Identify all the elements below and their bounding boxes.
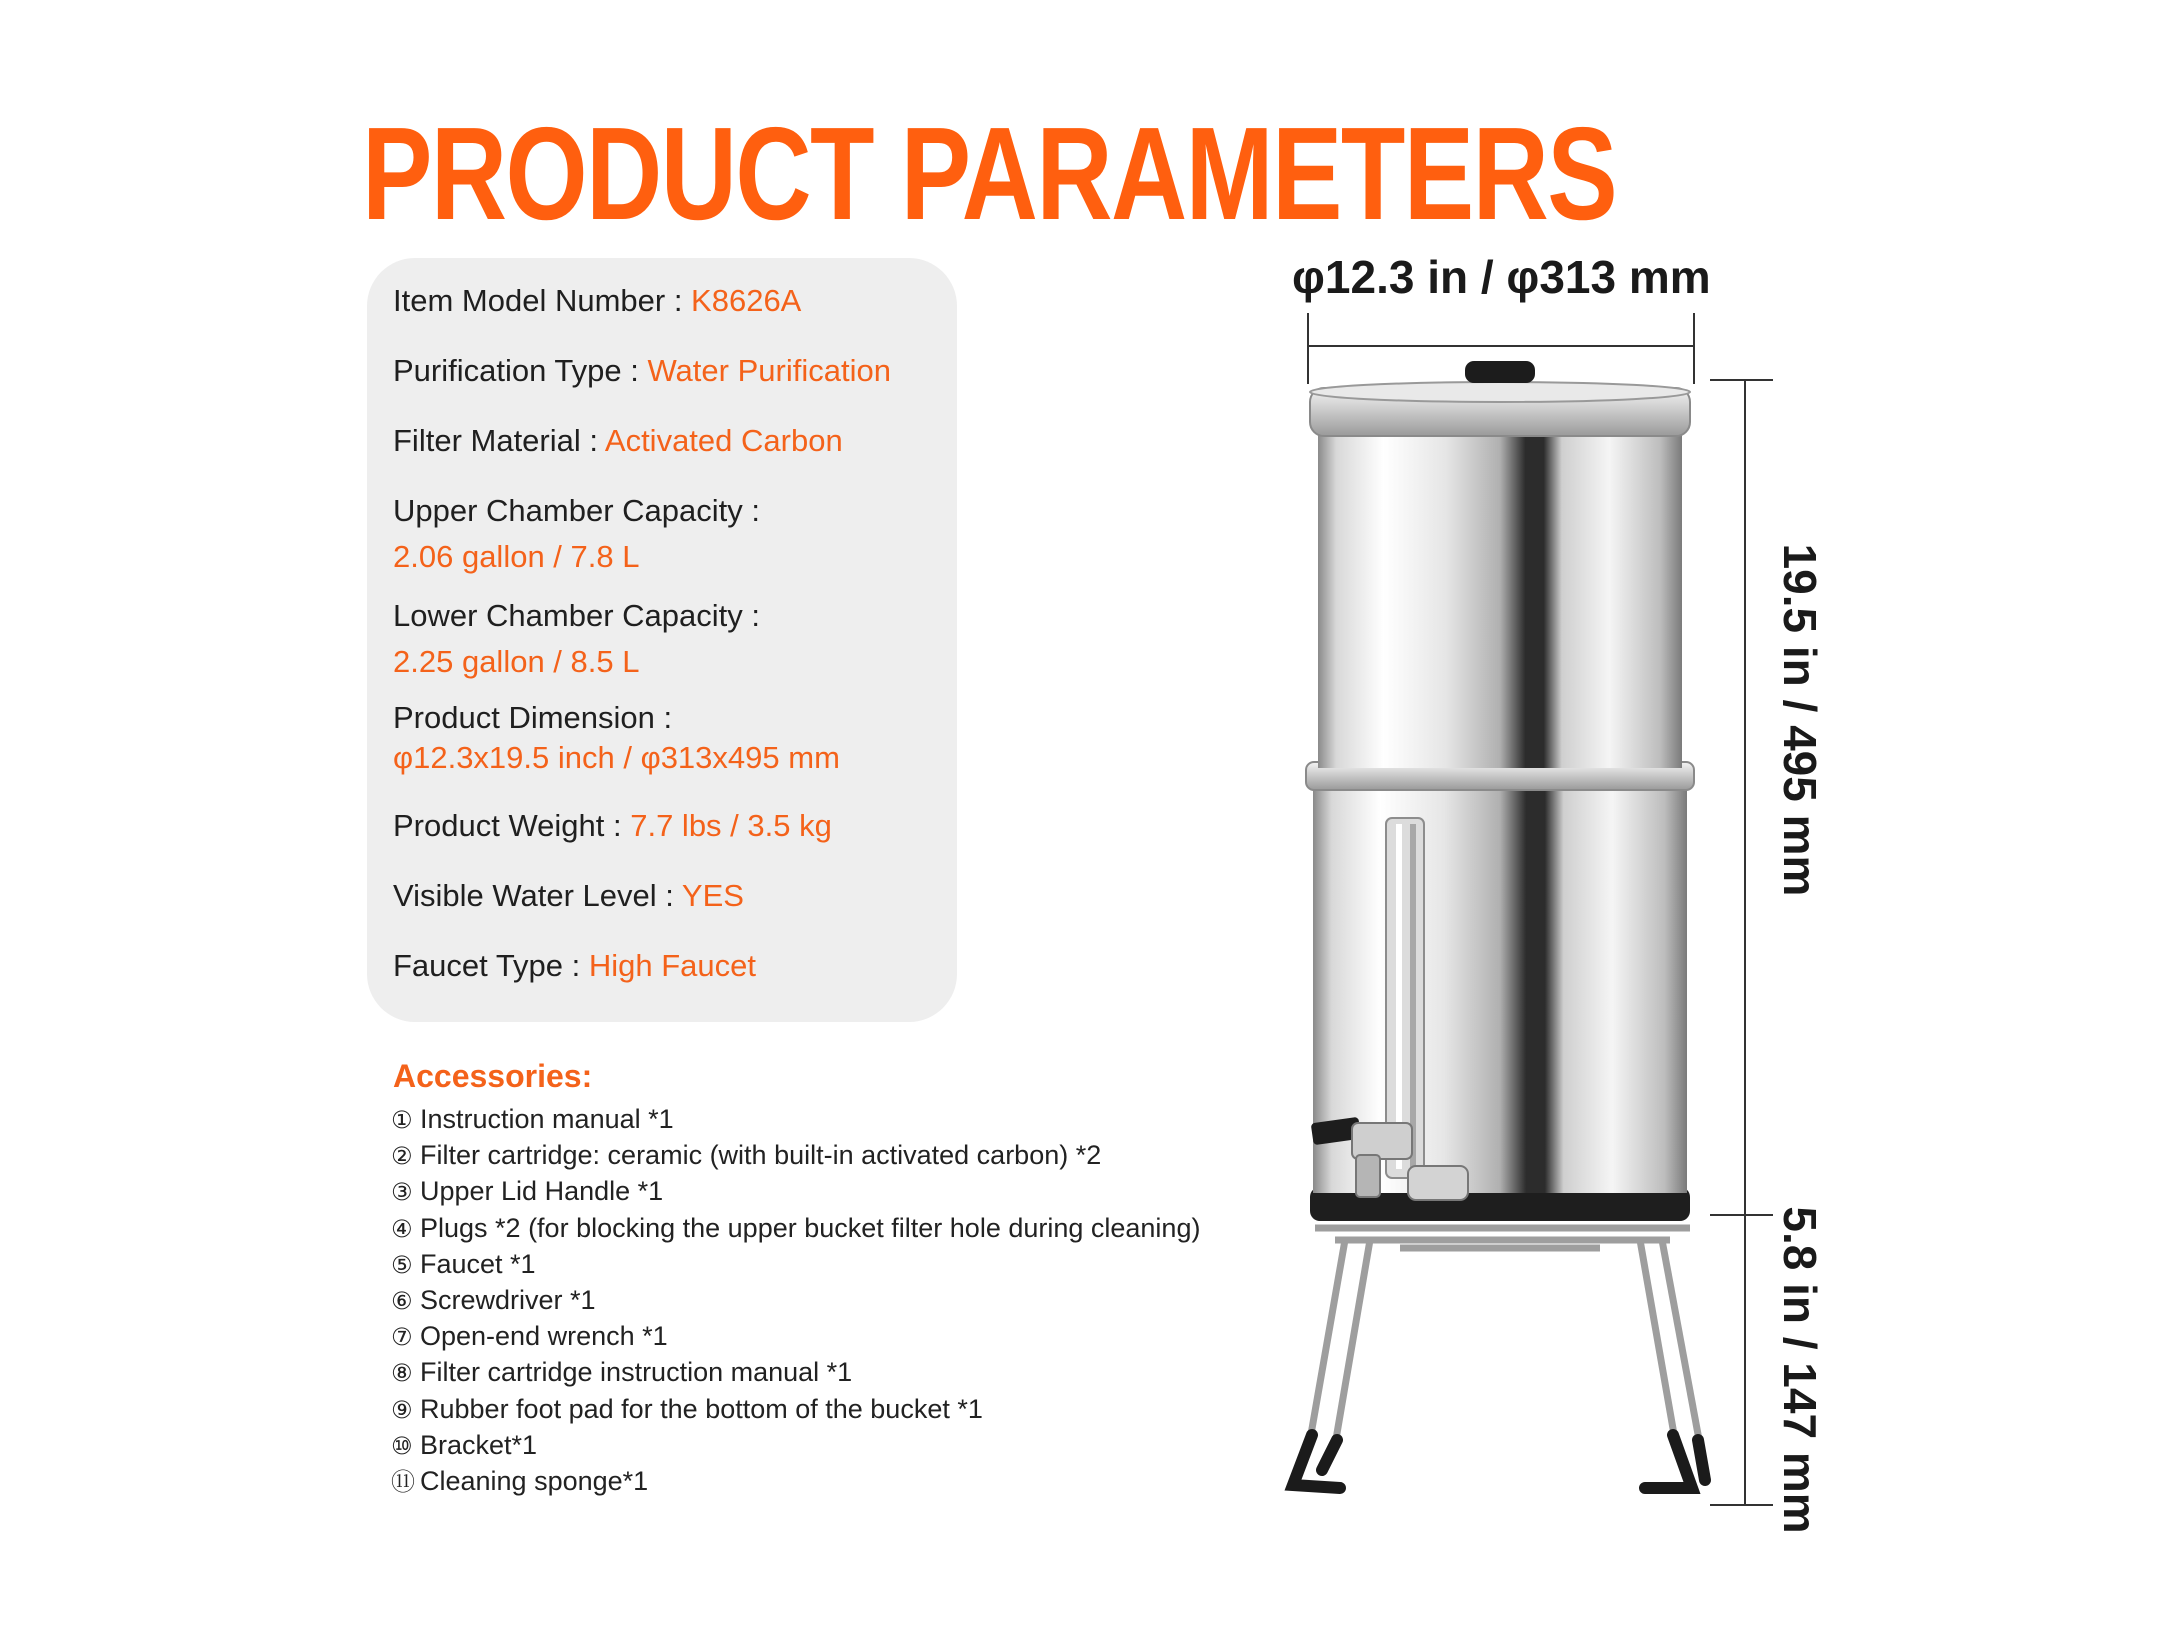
list-item: ⑦ Open-end wrench *1 xyxy=(391,1321,668,1352)
list-item: ⑤ Faucet *1 xyxy=(391,1248,536,1279)
height-dimension-line xyxy=(1710,380,1773,1505)
list-item: ⑨ Rubber foot pad for the bottom of the bucket *1 xyxy=(391,1393,983,1424)
list-item: ⑥ Screwdriver *1 xyxy=(391,1285,596,1316)
param-upper-chamber: Upper Chamber Capacity : 2.06 gallon / 7.8 L xyxy=(393,493,760,574)
param-visible-water-level: Visible Water Level : YES xyxy=(393,878,744,913)
param-purification-type: Purification Type : Water Purification xyxy=(393,353,891,388)
upper-chamber xyxy=(1318,430,1682,768)
foot-pads xyxy=(1293,1435,1705,1488)
list-item: ③ Upper Lid Handle *1 xyxy=(391,1176,664,1207)
param-product-dimension: Product Dimension : φ12.3x19.5 inch / φ313x495 mm xyxy=(393,700,840,775)
list-item: ⑩ Bracket*1 xyxy=(391,1429,538,1460)
list-item: ② Filter cartridge: ceramic (with built-in activated carbon) *2 xyxy=(391,1140,1102,1171)
param-faucet-type: Faucet Type : High Faucet xyxy=(393,948,757,983)
list-item: ⑧ Filter cartridge instruction manual *1 xyxy=(391,1357,853,1388)
param-lower-chamber: Lower Chamber Capacity : 2.25 gallon / 8.5 L xyxy=(393,598,760,679)
width-dimension-label: φ12.3 in / φ313 mm xyxy=(1292,251,1711,303)
lid-top xyxy=(1310,382,1690,402)
page-title: PRODUCT PARAMETERS xyxy=(362,100,1617,247)
param-filter-material: Filter Material : Activated Carbon xyxy=(393,423,843,458)
stand-height-dimension-label: 5.8 in / 147 mm xyxy=(1774,1206,1826,1534)
list-item: ① Instruction manual *1 xyxy=(391,1104,674,1134)
list-item: ⑪ Cleaning sponge*1 xyxy=(391,1466,649,1497)
param-product-weight: Product Weight : 7.7 lbs / 3.5 kg xyxy=(393,808,832,843)
lid-handle xyxy=(1465,361,1535,383)
param-model-number: Item Model Number : K8626A xyxy=(393,283,802,318)
stand xyxy=(1310,1228,1700,1445)
accessories-title: Accessories: xyxy=(393,1058,593,1094)
list-item: ④ Plugs *2 (for blocking the upper bucket filter hole during cleaning) xyxy=(391,1212,1201,1243)
height-dimension-label: 19.5 in / 495 mm xyxy=(1774,543,1826,897)
